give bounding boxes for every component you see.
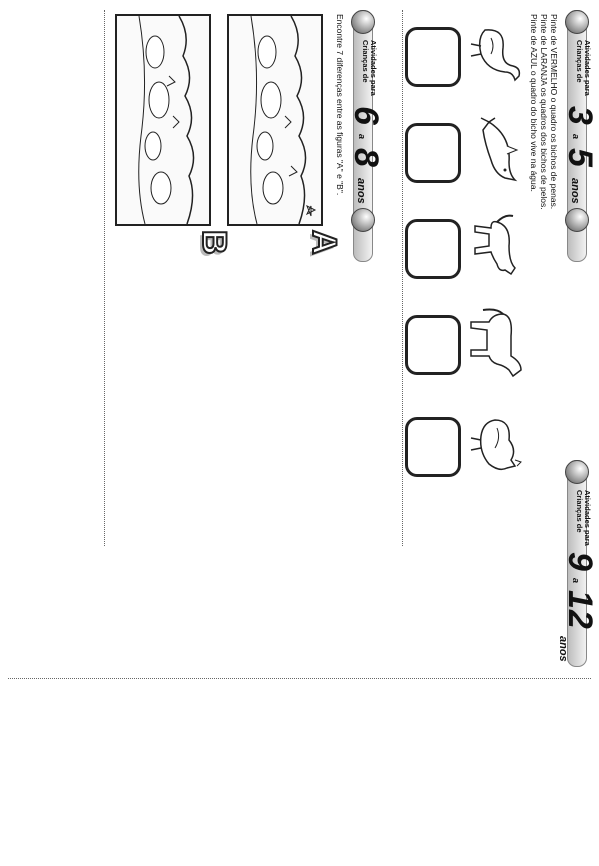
banner-ball-icon: [565, 460, 589, 484]
color-box-hen[interactable]: [405, 417, 461, 477]
section2-instructions: Encontre 7 diferenças entre as figuras "A" e "B".: [335, 14, 345, 196]
banner-ball-icon: [565, 208, 589, 232]
horse-icon: [467, 306, 527, 380]
instruction-line: Pinte de LARANJA os quadros dos bichos de pelos.: [539, 14, 549, 210]
banner-ball-icon: [351, 10, 375, 34]
age-unit: anos: [557, 636, 569, 662]
banner-for-label: Atividades para Crianças de: [575, 490, 592, 546]
panel-divider: [8, 678, 591, 679]
section-divider: [402, 10, 403, 546]
banner-for-label: Atividades para Crianças de: [361, 40, 378, 96]
hen-icon: [469, 410, 525, 480]
age-banner-9-12: [119, 455, 147, 665]
scene-b-image: [115, 14, 211, 226]
age-a: a: [571, 578, 581, 584]
age-banner-9-12: [557, 460, 599, 670]
banner-for-label: Atividades para Crianças de: [575, 40, 592, 96]
color-box-horse[interactable]: [405, 315, 461, 375]
age-from: 6: [347, 106, 385, 126]
banner-ball-icon: [565, 10, 589, 34]
picture-label-a: A: [305, 230, 343, 255]
age-unit: anos: [569, 178, 581, 204]
goose-icon: [469, 20, 525, 90]
age-from: 3: [561, 106, 599, 126]
instruction-line: Pinte de AZUL o quadro do bicho vive na água.: [529, 14, 539, 192]
color-box-wolf[interactable]: [405, 219, 461, 279]
picture-label-b: B: [195, 230, 233, 255]
dolphin-icon: [469, 116, 525, 186]
age-to: 8: [347, 148, 385, 168]
age-banner-3-5: [561, 10, 599, 480]
wolf-icon: [469, 212, 525, 282]
age-to: 12: [561, 590, 599, 630]
age-from: 9: [561, 552, 599, 572]
section1-instructions: [529, 14, 559, 210]
banner-ball-icon: [351, 208, 375, 232]
age-a: a: [571, 134, 581, 140]
instruction-line: Pinte de VERMELHO o quadro os bichos de penas.: [549, 14, 559, 210]
scene-a-image: [227, 14, 323, 226]
age-a: a: [357, 134, 367, 140]
age-to: 5: [561, 148, 599, 168]
color-box-dolphin[interactable]: [405, 123, 461, 183]
section-divider: [104, 10, 105, 546]
age-banner-6-8: [347, 10, 385, 480]
color-box-goose[interactable]: [405, 27, 461, 87]
age-unit: anos: [355, 178, 367, 204]
